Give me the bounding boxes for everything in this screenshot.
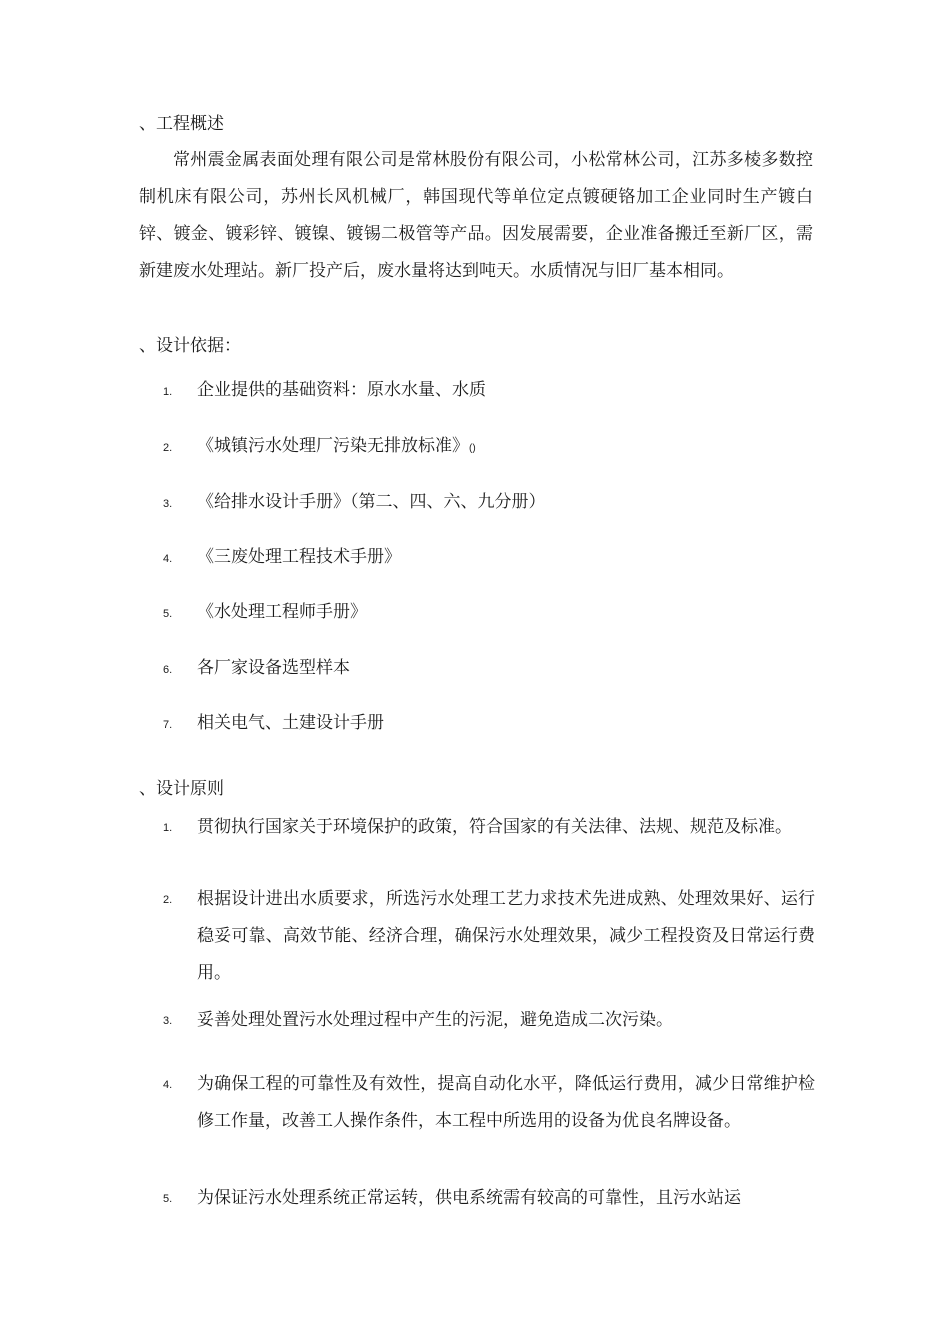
list-text: 妥善处理处置污水处理过程中产生的污泥，避免造成二次污染。 [197,1010,673,1030]
list-text: 为确保工程的可靠性及有效性，提高自动化水平，降低运行费用，减少日常维护检修工作量，改善工人操作条件，本工程中所选用的设备为优良名牌设备。 [197,1074,815,1131]
overview-paragraph: 常州震金属表面处理有限公司是常林股份有限公司，小松常林公司，江苏多棱多数控制机床有限公司，苏州长风机械厂，韩国现代等单位定点镀硬铬加工企业同时生产镀白锌、镀金、镀彩锌、镀镍、镀锡二极管等产品。因发展需要，企业准备搬迁至新厂区，需新建废水处理站。新厂投产后，废水量将达到吨天。水质情况与旧厂基本相同。 [139,150,813,281]
list-number: 4. [163,1079,173,1091]
list-number: 6. [163,664,173,676]
list-text-main: 《城镇污水处理厂污染无排放标准》 [197,436,469,456]
list-number: 5. [163,608,173,620]
list-number: 3. [163,498,173,510]
list-text: 《水处理工程师手册》 [197,602,367,622]
list-text: 各厂家设备选型样本 [197,658,350,678]
section-heading-design-basis: 、设计依据： [139,336,241,356]
list-number: 2. [163,442,173,454]
list-number: 7. [163,719,173,731]
list-text: 《给排水设计手册》（第二、四、六、九分册） [197,492,546,512]
section-heading-design-principles: 、设计原则 [139,779,224,799]
list-text [197,434,815,461]
list-text-tail: () [469,443,476,454]
list-number: 1. [163,386,173,398]
list-number: 5. [163,1193,173,1205]
list-number: 2. [163,894,173,906]
list-text: 相关电气、土建设计手册 [197,713,384,733]
list-text: 贯彻执行国家关于环境保护的政策，符合国家的有关法律、法规、规范及标准。 [197,817,792,837]
list-text: 《三废处理工程技术手册》 [197,547,401,567]
list-number: 4. [163,553,173,565]
list-number: 3. [163,1015,173,1027]
list-text: 根据设计进出水质要求，所选污水处理工艺力求技术先进成熟、处理效果好、运行稳妥可靠、高效节能、经济合理，确保污水处理效果，减少工程投资及日常运行费用。 [197,889,815,983]
list-text: 为保证污水处理系统正常运转，供电系统需有较高的可靠性，且污水站运 [197,1188,741,1208]
list-number: 1. [163,822,173,834]
list-text: 企业提供的基础资料：原水水量、水质 [197,380,486,400]
section-heading-overview: 、工程概述 [139,114,224,134]
